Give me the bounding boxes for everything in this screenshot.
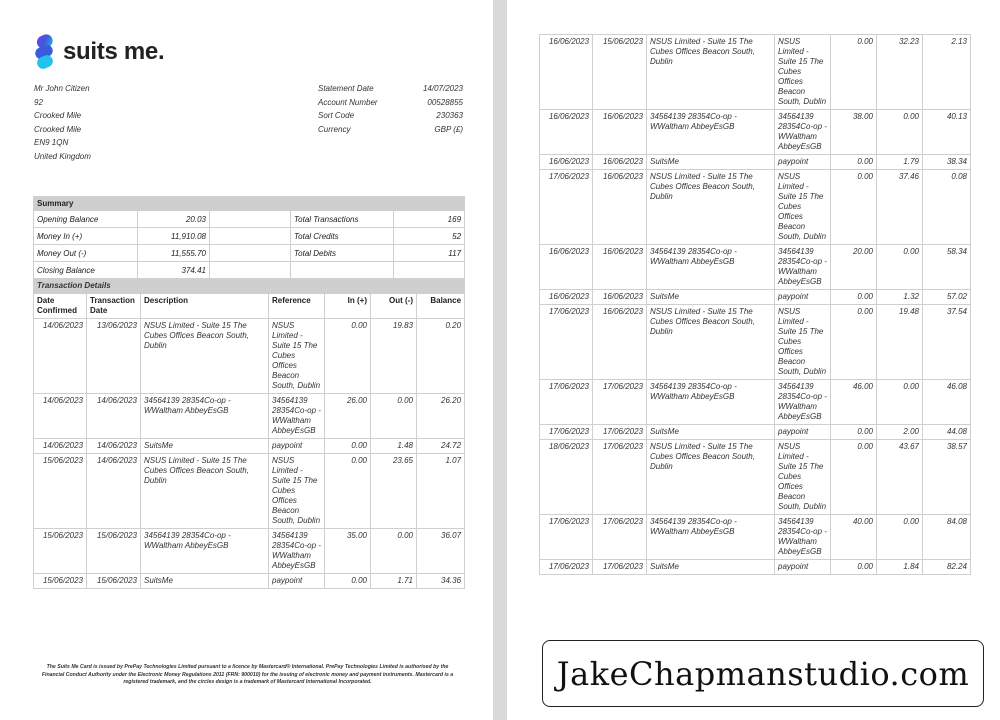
- summary-label: [291, 262, 394, 279]
- table-row: [34, 574, 465, 589]
- balance: 84.08: [923, 515, 971, 560]
- summary-value: [394, 262, 465, 279]
- reference: NSUS Limited - Suite 15 The Cubes Offices Beacon South, Dublin: [775, 305, 831, 380]
- meta-label: Statement Date: [318, 84, 374, 93]
- transaction-date: 17/06/2023: [593, 515, 647, 560]
- date-confirmed: 17/06/2023: [540, 560, 593, 575]
- meta-label: Account Number: [318, 97, 378, 107]
- amount-in: 0.00: [831, 305, 877, 380]
- balance: 26.20: [417, 394, 465, 439]
- amount-out: 19.83: [371, 319, 417, 394]
- balance: 34.36: [417, 574, 465, 589]
- description: SuitsMe: [141, 574, 269, 589]
- amount-in: 0.00: [831, 170, 877, 245]
- transactions-table-page-2: [539, 34, 971, 575]
- amount-out: 0.00: [371, 529, 417, 574]
- transaction-date: 16/06/2023: [593, 155, 647, 170]
- transaction-date: 16/06/2023: [593, 245, 647, 290]
- amount-in: 0.00: [831, 290, 877, 305]
- amount-in: 0.00: [831, 35, 877, 110]
- watermark-text: JakeChapmanstudio.com: [556, 654, 970, 693]
- summary-label: Total Debits: [291, 245, 394, 262]
- amount-out: 37.46: [877, 170, 923, 245]
- summary-label: Total Transactions: [291, 211, 394, 228]
- address-line: United Kingdom: [34, 151, 91, 161]
- transaction-date: 17/06/2023: [593, 440, 647, 515]
- table-row: [34, 319, 465, 394]
- table-row: [34, 394, 465, 439]
- transaction-date: 17/06/2023: [593, 560, 647, 575]
- balance: 37.54: [923, 305, 971, 380]
- date-confirmed: 14/06/2023: [34, 319, 87, 394]
- reference: paypoint: [775, 425, 831, 440]
- date-confirmed: 16/06/2023: [540, 155, 593, 170]
- table-row: [540, 380, 971, 425]
- date-confirmed: 17/06/2023: [540, 425, 593, 440]
- amount-out: 0.00: [877, 110, 923, 155]
- transaction-date: 17/06/2023: [593, 380, 647, 425]
- date-confirmed: 16/06/2023: [540, 110, 593, 155]
- meta-label: Sort Code: [318, 111, 355, 121]
- description: 34564139 28354Co-op - WWaltham AbbeyEsGB: [647, 245, 775, 290]
- amount-out: 0.00: [877, 380, 923, 425]
- balance: 38.57: [923, 440, 971, 515]
- amount-in: 26.00: [325, 394, 371, 439]
- description: 34564139 28354Co-op - WWaltham AbbeyEsGB: [141, 394, 269, 439]
- summary-row: [34, 262, 465, 279]
- date-confirmed: 14/06/2023: [34, 439, 87, 454]
- reference: 34564139 28354Co-op - WWaltham AbbeyEsGB: [775, 245, 831, 290]
- table-row: [540, 170, 971, 245]
- address-line: Mr John Citizen: [34, 84, 90, 93]
- description: 34564139 28354Co-op - WWaltham AbbeyEsGB: [647, 380, 775, 425]
- reference: NSUS Limited - Suite 15 The Cubes Offices Beacon South, Dublin: [775, 440, 831, 515]
- summary-label: Opening Balance: [34, 211, 138, 228]
- balance: 38.34: [923, 155, 971, 170]
- summary-label: Total Credits: [291, 228, 394, 245]
- balance: 57.02: [923, 290, 971, 305]
- description: SuitsMe: [647, 425, 775, 440]
- amount-in: 35.00: [325, 529, 371, 574]
- reference: NSUS Limited - Suite 15 The Cubes Offices Beacon South, Dublin: [775, 170, 831, 245]
- summary-spacer: [210, 228, 291, 245]
- summary-table: [33, 196, 465, 279]
- description: SuitsMe: [647, 290, 775, 305]
- description: NSUS Limited - Suite 15 The Cubes Offices Beacon South, Dublin: [647, 305, 775, 380]
- amount-out: 1.71: [371, 574, 417, 589]
- balance: 44.08: [923, 425, 971, 440]
- balance: 40.13: [923, 110, 971, 155]
- amount-in: 0.00: [831, 155, 877, 170]
- summary-row: [34, 228, 465, 245]
- reference: paypoint: [775, 290, 831, 305]
- reference: paypoint: [269, 439, 325, 454]
- statement-meta: [318, 82, 463, 136]
- meta-value: 00528855: [427, 97, 463, 107]
- reference: paypoint: [775, 155, 831, 170]
- balance: 0.08: [923, 170, 971, 245]
- column-header: In (+): [325, 294, 371, 319]
- table-row: [540, 305, 971, 380]
- description: NSUS Limited - Suite 15 The Cubes Offices Beacon South, Dublin: [141, 319, 269, 394]
- transaction-date: 15/06/2023: [593, 35, 647, 110]
- amount-in: 0.00: [831, 440, 877, 515]
- table-row: [540, 440, 971, 515]
- transaction-date: 14/06/2023: [87, 454, 141, 529]
- date-confirmed: 17/06/2023: [540, 305, 593, 380]
- transaction-date: 13/06/2023: [87, 319, 141, 394]
- summary-value: 117: [394, 245, 465, 262]
- meta-value: GBP (£): [434, 124, 463, 134]
- meta-label: Currency: [318, 124, 351, 134]
- transaction-date: 16/06/2023: [593, 170, 647, 245]
- table-row: [540, 155, 971, 170]
- transaction-date: 14/06/2023: [87, 439, 141, 454]
- balance: 0.20: [417, 319, 465, 394]
- description: 34564139 28354Co-op - WWaltham AbbeyEsGB: [647, 110, 775, 155]
- column-header: Balance: [417, 294, 465, 319]
- description: SuitsMe: [141, 439, 269, 454]
- date-confirmed: 16/06/2023: [540, 35, 593, 110]
- column-header: Transaction Date: [87, 294, 141, 319]
- description: 34564139 28354Co-op - WWaltham AbbeyEsGB: [647, 515, 775, 560]
- legal-footer: The Suits Me Card is issued by PrePay Technologies Limited pursuant to a licence by Mastercard® International. PrePay Technologies Limited is authorised by the Financial Conduct Authority under the Electronic Money Regulations 2011 (FRN: 900010) for the issuing of electronic money and payment instruments. Mastercard is a registered trademark, and the circles design is a trademark of Mastercard International Incorporated.: [41, 664, 454, 685]
- reference: paypoint: [269, 574, 325, 589]
- description: NSUS Limited - Suite 15 The Cubes Offices Beacon South, Dublin: [647, 170, 775, 245]
- amount-out: 32.23: [877, 35, 923, 110]
- meta-row: [318, 96, 463, 110]
- balance: 24.72: [417, 439, 465, 454]
- balance: 82.24: [923, 560, 971, 575]
- transaction-date: 17/06/2023: [593, 425, 647, 440]
- address-line: Crooked Mile: [34, 124, 82, 134]
- date-confirmed: 16/06/2023: [540, 245, 593, 290]
- watermark-box: [542, 640, 984, 707]
- reference: 34564139 28354Co-op - WWaltham AbbeyEsGB: [775, 515, 831, 560]
- summary-label: Money In (+): [34, 228, 138, 245]
- meta-row: [318, 123, 463, 137]
- amount-out: 19.48: [877, 305, 923, 380]
- amount-out: 23.65: [371, 454, 417, 529]
- date-confirmed: 14/06/2023: [34, 394, 87, 439]
- summary-value: 374.41: [138, 262, 210, 279]
- amount-in: 46.00: [831, 380, 877, 425]
- description: NSUS Limited - Suite 15 The Cubes Offices Beacon South, Dublin: [647, 440, 775, 515]
- description: SuitsMe: [647, 560, 775, 575]
- table-row: [540, 425, 971, 440]
- date-confirmed: 16/06/2023: [540, 290, 593, 305]
- reference: 34564139 28354Co-op - WWaltham AbbeyEsGB: [269, 529, 325, 574]
- description: SuitsMe: [647, 155, 775, 170]
- amount-out: 2.00: [877, 425, 923, 440]
- transaction-date: 15/06/2023: [87, 529, 141, 574]
- amount-in: 0.00: [325, 454, 371, 529]
- summary-label: Money Out (-): [34, 245, 138, 262]
- date-confirmed: 17/06/2023: [540, 170, 593, 245]
- summary-title: Summary: [34, 197, 465, 211]
- date-confirmed: 17/06/2023: [540, 515, 593, 560]
- date-confirmed: 15/06/2023: [34, 574, 87, 589]
- amount-in: 0.00: [831, 560, 877, 575]
- balance: 36.07: [417, 529, 465, 574]
- suitsme-logo: [33, 34, 164, 70]
- statement-page-1: [0, 0, 493, 720]
- transaction-date: 16/06/2023: [593, 305, 647, 380]
- statement-page-2: [507, 0, 1000, 720]
- balance: 1.07: [417, 454, 465, 529]
- transaction-date: 16/06/2023: [593, 110, 647, 155]
- balance: 58.34: [923, 245, 971, 290]
- table-row: [540, 35, 971, 110]
- amount-in: 0.00: [325, 439, 371, 454]
- summary-value: 52: [394, 228, 465, 245]
- brand-name: suits me.: [63, 38, 165, 65]
- summary-spacer: [210, 211, 291, 228]
- transactions-header: [34, 294, 465, 319]
- table-row: [34, 529, 465, 574]
- amount-in: 20.00: [831, 245, 877, 290]
- summary-spacer: [210, 262, 291, 279]
- reference: 34564139 28354Co-op - WWaltham AbbeyEsGB: [775, 110, 831, 155]
- amount-out: 0.00: [877, 515, 923, 560]
- description: 34564139 28354Co-op - WWaltham AbbeyEsGB: [141, 529, 269, 574]
- summary-value: 169: [394, 211, 465, 228]
- amount-out: 1.48: [371, 439, 417, 454]
- amount-out: 43.67: [877, 440, 923, 515]
- summary-row: [34, 245, 465, 262]
- amount-out: 1.32: [877, 290, 923, 305]
- reference: 34564139 28354Co-op - WWaltham AbbeyEsGB: [269, 394, 325, 439]
- date-confirmed: 15/06/2023: [34, 454, 87, 529]
- reference: NSUS Limited - Suite 15 The Cubes Offices Beacon South, Dublin: [269, 319, 325, 394]
- reference: NSUS Limited - Suite 15 The Cubes Offices Beacon South, Dublin: [775, 35, 831, 110]
- balance: 2.13: [923, 35, 971, 110]
- amount-out: 1.79: [877, 155, 923, 170]
- amount-out: 0.00: [371, 394, 417, 439]
- transaction-date: 16/06/2023: [593, 290, 647, 305]
- amount-out: 0.00: [877, 245, 923, 290]
- date-confirmed: 15/06/2023: [34, 529, 87, 574]
- table-row: [540, 515, 971, 560]
- reference: 34564139 28354Co-op - WWaltham AbbeyEsGB: [775, 380, 831, 425]
- amount-in: 38.00: [831, 110, 877, 155]
- transactions-table-page-1: [33, 278, 465, 589]
- transactions-title: Transaction Details: [34, 279, 465, 294]
- description: NSUS Limited - Suite 15 The Cubes Offices Beacon South, Dublin: [647, 35, 775, 110]
- table-row: [540, 290, 971, 305]
- meta-row: [318, 82, 463, 96]
- transaction-date: 15/06/2023: [87, 574, 141, 589]
- column-header: Date Confirmed: [34, 294, 87, 319]
- amount-in: 0.00: [831, 425, 877, 440]
- address-line: Crooked Mile: [34, 111, 82, 121]
- date-confirmed: 18/06/2023: [540, 440, 593, 515]
- amount-in: 40.00: [831, 515, 877, 560]
- column-header: Description: [141, 294, 269, 319]
- address-line: 92: [34, 97, 43, 107]
- amount-out: 1.84: [877, 560, 923, 575]
- table-row: [540, 110, 971, 155]
- description: NSUS Limited - Suite 15 The Cubes Offices Beacon South, Dublin: [141, 454, 269, 529]
- meta-value: 14/07/2023: [422, 84, 463, 93]
- column-header: Out (-): [371, 294, 417, 319]
- address-line: EN9 1QN: [34, 138, 69, 148]
- date-confirmed: 17/06/2023: [540, 380, 593, 425]
- meta-row: [318, 109, 463, 123]
- column-header: Reference: [269, 294, 325, 319]
- summary-value: 11,910.08: [138, 228, 210, 245]
- balance: 46.08: [923, 380, 971, 425]
- table-row: [34, 439, 465, 454]
- table-row: [540, 560, 971, 575]
- summary-value: 11,555.70: [138, 245, 210, 262]
- summary-row: [34, 211, 465, 228]
- meta-value: 230363: [436, 111, 463, 121]
- amount-in: 0.00: [325, 574, 371, 589]
- amount-in: 0.00: [325, 319, 371, 394]
- suitsme-logo-icon: [33, 34, 57, 70]
- transaction-date: 14/06/2023: [87, 394, 141, 439]
- summary-label: Closing Balance: [34, 262, 138, 279]
- summary-spacer: [210, 245, 291, 262]
- table-row: [34, 454, 465, 529]
- reference: paypoint: [775, 560, 831, 575]
- table-row: [540, 245, 971, 290]
- reference: NSUS Limited - Suite 15 The Cubes Offices Beacon South, Dublin: [269, 454, 325, 529]
- customer-address: [34, 82, 234, 164]
- summary-value: 20.03: [138, 211, 210, 228]
